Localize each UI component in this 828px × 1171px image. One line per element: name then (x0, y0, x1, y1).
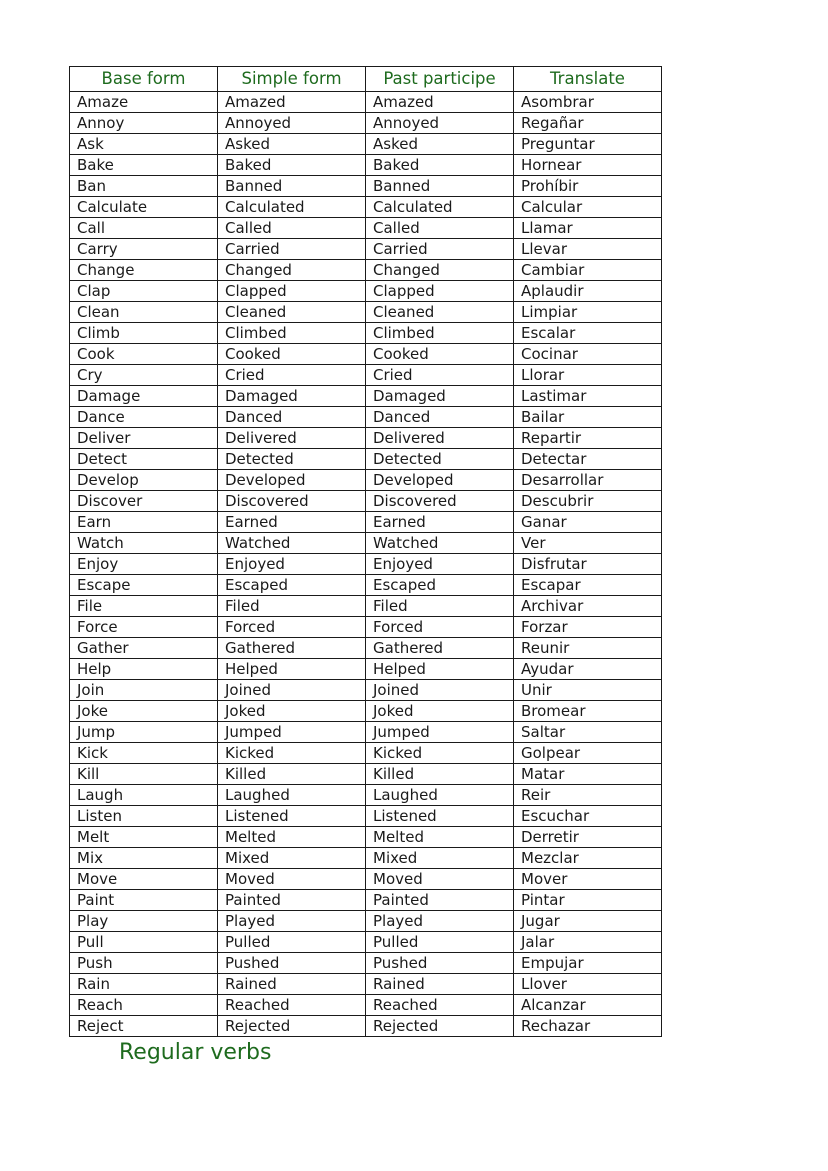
cell-past-participle: Discovered (366, 491, 514, 512)
cell-translate: Mover (514, 869, 662, 890)
table-row (70, 701, 662, 722)
caption: Regular verbs (119, 1040, 272, 1065)
cell-past-participle: Kicked (366, 743, 514, 764)
table-row (70, 554, 662, 575)
cell-base-form: Clap (70, 281, 218, 302)
cell-translate: Calcular (514, 197, 662, 218)
cell-translate: Llevar (514, 239, 662, 260)
table-row (70, 848, 662, 869)
cell-translate: Cocinar (514, 344, 662, 365)
cell-past-participle: Painted (366, 890, 514, 911)
cell-base-form: Pull (70, 932, 218, 953)
cell-past-participle: Danced (366, 407, 514, 428)
cell-translate: Ganar (514, 512, 662, 533)
header-row (70, 67, 662, 92)
cell-simple-form: Joked (218, 701, 366, 722)
cell-translate: Bailar (514, 407, 662, 428)
table-row (70, 890, 662, 911)
cell-translate: Derretir (514, 827, 662, 848)
cell-past-participle: Watched (366, 533, 514, 554)
cell-simple-form: Rejected (218, 1016, 366, 1037)
cell-translate: Llorar (514, 365, 662, 386)
cell-past-participle: Called (366, 218, 514, 239)
cell-base-form: File (70, 596, 218, 617)
cell-past-participle: Joked (366, 701, 514, 722)
cell-simple-form: Amazed (218, 92, 366, 113)
cell-translate: Saltar (514, 722, 662, 743)
cell-past-participle: Carried (366, 239, 514, 260)
cell-translate: Golpear (514, 743, 662, 764)
table-row (70, 785, 662, 806)
table-row (70, 953, 662, 974)
cell-simple-form: Changed (218, 260, 366, 281)
cell-simple-form: Climbed (218, 323, 366, 344)
cell-translate: Limpiar (514, 302, 662, 323)
table-row (70, 470, 662, 491)
cell-simple-form: Reached (218, 995, 366, 1016)
cell-past-participle: Melted (366, 827, 514, 848)
cell-base-form: Mix (70, 848, 218, 869)
cell-simple-form: Jumped (218, 722, 366, 743)
cell-translate: Escuchar (514, 806, 662, 827)
table-row (70, 512, 662, 533)
cell-base-form: Laugh (70, 785, 218, 806)
cell-simple-form: Called (218, 218, 366, 239)
cell-past-participle: Damaged (366, 386, 514, 407)
cell-past-participle: Rained (366, 974, 514, 995)
cell-past-participle: Climbed (366, 323, 514, 344)
cell-past-participle: Developed (366, 470, 514, 491)
table-row (70, 1016, 662, 1037)
cell-base-form: Melt (70, 827, 218, 848)
cell-simple-form: Clapped (218, 281, 366, 302)
cell-simple-form: Banned (218, 176, 366, 197)
cell-base-form: Cry (70, 365, 218, 386)
cell-base-form: Annoy (70, 113, 218, 134)
cell-simple-form: Calculated (218, 197, 366, 218)
table-row (70, 239, 662, 260)
table-row (70, 911, 662, 932)
cell-base-form: Ask (70, 134, 218, 155)
cell-simple-form: Danced (218, 407, 366, 428)
cell-past-participle: Detected (366, 449, 514, 470)
table-row (70, 995, 662, 1016)
table-row (70, 722, 662, 743)
cell-translate: Preguntar (514, 134, 662, 155)
table-row (70, 407, 662, 428)
cell-simple-form: Kicked (218, 743, 366, 764)
cell-translate: Jugar (514, 911, 662, 932)
cell-past-participle: Laughed (366, 785, 514, 806)
cell-past-participle: Cooked (366, 344, 514, 365)
cell-base-form: Ban (70, 176, 218, 197)
cell-simple-form: Joined (218, 680, 366, 701)
cell-simple-form: Developed (218, 470, 366, 491)
cell-base-form: Watch (70, 533, 218, 554)
cell-past-participle: Enjoyed (366, 554, 514, 575)
cell-translate: Disfrutar (514, 554, 662, 575)
cell-past-participle: Earned (366, 512, 514, 533)
table-body (70, 92, 662, 1037)
table-row (70, 596, 662, 617)
cell-translate: Llover (514, 974, 662, 995)
cell-translate: Escalar (514, 323, 662, 344)
cell-translate: Asombrar (514, 92, 662, 113)
table-row (70, 827, 662, 848)
cell-simple-form: Rained (218, 974, 366, 995)
cell-translate: Pintar (514, 890, 662, 911)
cell-translate: Lastimar (514, 386, 662, 407)
cell-simple-form: Escaped (218, 575, 366, 596)
cell-base-form: Dance (70, 407, 218, 428)
cell-past-participle: Played (366, 911, 514, 932)
cell-past-participle: Clapped (366, 281, 514, 302)
cell-base-form: Reject (70, 1016, 218, 1037)
cell-base-form: Kill (70, 764, 218, 785)
cell-simple-form: Watched (218, 533, 366, 554)
table-row (70, 869, 662, 890)
cell-past-participle: Pulled (366, 932, 514, 953)
cell-translate: Mezclar (514, 848, 662, 869)
cell-translate: Aplaudir (514, 281, 662, 302)
cell-translate: Escapar (514, 575, 662, 596)
cell-simple-form: Melted (218, 827, 366, 848)
cell-simple-form: Listened (218, 806, 366, 827)
cell-simple-form: Enjoyed (218, 554, 366, 575)
cell-past-participle: Listened (366, 806, 514, 827)
cell-translate: Cambiar (514, 260, 662, 281)
table-row (70, 344, 662, 365)
table-row (70, 575, 662, 596)
verbs-table (69, 66, 662, 1037)
table-row (70, 449, 662, 470)
table-row (70, 659, 662, 680)
cell-base-form: Escape (70, 575, 218, 596)
table-row (70, 638, 662, 659)
cell-simple-form: Detected (218, 449, 366, 470)
table-row (70, 533, 662, 554)
table-row (70, 428, 662, 449)
cell-base-form: Cook (70, 344, 218, 365)
cell-past-participle: Gathered (366, 638, 514, 659)
cell-simple-form: Pulled (218, 932, 366, 953)
cell-translate: Unir (514, 680, 662, 701)
cell-simple-form: Baked (218, 155, 366, 176)
cell-past-participle: Rejected (366, 1016, 514, 1037)
cell-simple-form: Cooked (218, 344, 366, 365)
cell-base-form: Amaze (70, 92, 218, 113)
cell-translate: Descubrir (514, 491, 662, 512)
cell-past-participle: Banned (366, 176, 514, 197)
cell-past-participle: Pushed (366, 953, 514, 974)
cell-base-form: Climb (70, 323, 218, 344)
cell-past-participle: Moved (366, 869, 514, 890)
cell-base-form: Jump (70, 722, 218, 743)
table-row (70, 302, 662, 323)
cell-simple-form: Killed (218, 764, 366, 785)
table-row (70, 155, 662, 176)
cell-base-form: Call (70, 218, 218, 239)
cell-simple-form: Discovered (218, 491, 366, 512)
cell-past-participle: Amazed (366, 92, 514, 113)
cell-simple-form: Cried (218, 365, 366, 386)
cell-simple-form: Asked (218, 134, 366, 155)
table-row (70, 113, 662, 134)
cell-base-form: Develop (70, 470, 218, 491)
cell-simple-form: Cleaned (218, 302, 366, 323)
table-row (70, 932, 662, 953)
cell-base-form: Gather (70, 638, 218, 659)
table-row (70, 764, 662, 785)
cell-base-form: Force (70, 617, 218, 638)
cell-translate: Hornear (514, 155, 662, 176)
cell-past-participle: Annoyed (366, 113, 514, 134)
cell-past-participle: Reached (366, 995, 514, 1016)
table-row (70, 806, 662, 827)
cell-past-participle: Escaped (366, 575, 514, 596)
cell-simple-form: Gathered (218, 638, 366, 659)
cell-base-form: Discover (70, 491, 218, 512)
header-simple-form: Simple form (218, 67, 366, 92)
table-row (70, 974, 662, 995)
cell-base-form: Earn (70, 512, 218, 533)
cell-translate: Reunir (514, 638, 662, 659)
cell-translate: Jalar (514, 932, 662, 953)
table-row (70, 260, 662, 281)
cell-base-form: Calculate (70, 197, 218, 218)
table-row (70, 491, 662, 512)
cell-past-participle: Delivered (366, 428, 514, 449)
cell-past-participle: Cried (366, 365, 514, 386)
cell-base-form: Clean (70, 302, 218, 323)
cell-base-form: Kick (70, 743, 218, 764)
cell-base-form: Deliver (70, 428, 218, 449)
table-row (70, 134, 662, 155)
cell-translate: Rechazar (514, 1016, 662, 1037)
cell-simple-form: Pushed (218, 953, 366, 974)
cell-translate: Ayudar (514, 659, 662, 680)
cell-base-form: Bake (70, 155, 218, 176)
cell-past-participle: Filed (366, 596, 514, 617)
cell-base-form: Change (70, 260, 218, 281)
cell-past-participle: Calculated (366, 197, 514, 218)
cell-past-participle: Changed (366, 260, 514, 281)
cell-past-participle: Forced (366, 617, 514, 638)
cell-simple-form: Filed (218, 596, 366, 617)
table-row (70, 281, 662, 302)
table-row (70, 386, 662, 407)
cell-past-participle: Baked (366, 155, 514, 176)
cell-translate: Detectar (514, 449, 662, 470)
header-translate: Translate (514, 67, 662, 92)
cell-past-participle: Mixed (366, 848, 514, 869)
cell-base-form: Play (70, 911, 218, 932)
cell-translate: Reir (514, 785, 662, 806)
cell-translate: Regañar (514, 113, 662, 134)
cell-simple-form: Forced (218, 617, 366, 638)
cell-translate: Alcanzar (514, 995, 662, 1016)
cell-translate: Empujar (514, 953, 662, 974)
cell-base-form: Push (70, 953, 218, 974)
cell-translate: Ver (514, 533, 662, 554)
table-row (70, 680, 662, 701)
cell-translate: Llamar (514, 218, 662, 239)
cell-past-participle: Joined (366, 680, 514, 701)
cell-base-form: Carry (70, 239, 218, 260)
cell-simple-form: Moved (218, 869, 366, 890)
table-row (70, 197, 662, 218)
cell-simple-form: Annoyed (218, 113, 366, 134)
cell-base-form: Enjoy (70, 554, 218, 575)
cell-simple-form: Painted (218, 890, 366, 911)
cell-base-form: Rain (70, 974, 218, 995)
cell-simple-form: Mixed (218, 848, 366, 869)
cell-base-form: Damage (70, 386, 218, 407)
table-row (70, 176, 662, 197)
cell-simple-form: Played (218, 911, 366, 932)
cell-past-participle: Asked (366, 134, 514, 155)
cell-past-participle: Jumped (366, 722, 514, 743)
cell-simple-form: Laughed (218, 785, 366, 806)
cell-base-form: Listen (70, 806, 218, 827)
cell-base-form: Detect (70, 449, 218, 470)
table-row (70, 323, 662, 344)
header-base-form: Base form (70, 67, 218, 92)
cell-base-form: Move (70, 869, 218, 890)
table-row (70, 365, 662, 386)
table-row (70, 218, 662, 239)
table-row (70, 617, 662, 638)
cell-simple-form: Carried (218, 239, 366, 260)
cell-base-form: Reach (70, 995, 218, 1016)
cell-translate: Forzar (514, 617, 662, 638)
cell-simple-form: Earned (218, 512, 366, 533)
table-row (70, 92, 662, 113)
cell-base-form: Joke (70, 701, 218, 722)
cell-translate: Matar (514, 764, 662, 785)
cell-translate: Prohíbir (514, 176, 662, 197)
cell-translate: Bromear (514, 701, 662, 722)
cell-base-form: Join (70, 680, 218, 701)
cell-translate: Repartir (514, 428, 662, 449)
cell-simple-form: Helped (218, 659, 366, 680)
cell-base-form: Help (70, 659, 218, 680)
cell-past-participle: Helped (366, 659, 514, 680)
header-past-participle: Past participe (366, 67, 514, 92)
cell-translate: Archivar (514, 596, 662, 617)
cell-translate: Desarrollar (514, 470, 662, 491)
cell-simple-form: Delivered (218, 428, 366, 449)
cell-simple-form: Damaged (218, 386, 366, 407)
table-row (70, 743, 662, 764)
table-header (70, 67, 662, 92)
cell-base-form: Paint (70, 890, 218, 911)
cell-past-participle: Killed (366, 764, 514, 785)
cell-past-participle: Cleaned (366, 302, 514, 323)
